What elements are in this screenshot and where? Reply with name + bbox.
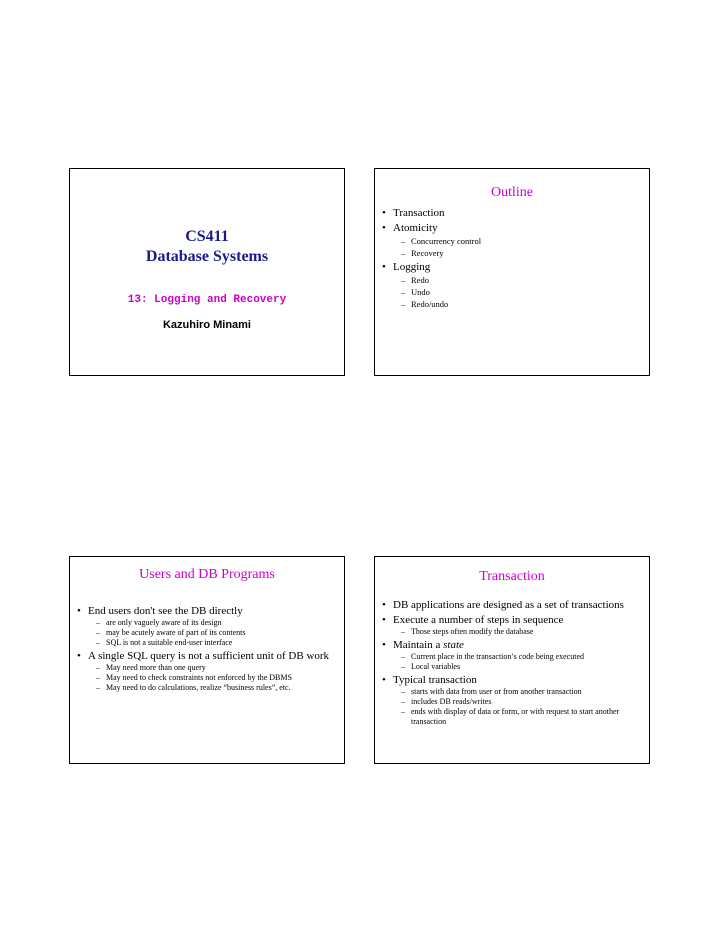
- bullet-list: [380, 599, 642, 729]
- sub-list-item: – Those steps often modify the database: [401, 627, 642, 637]
- list-item: • Maintain a state – Current place in the transaction’s code being executed – Local variables: [380, 639, 642, 672]
- sub-list: [393, 652, 642, 672]
- sub-list-item: – Undo: [401, 287, 642, 298]
- list-item: • Execute a number of steps in sequence – Those steps often modify the database: [380, 614, 642, 637]
- title-slide: [69, 168, 345, 376]
- bullet-list: [75, 605, 337, 695]
- sub-list: [88, 618, 337, 648]
- list-item: • Logging – Redo – Undo – Redo/undo: [380, 261, 642, 310]
- slide-title: Outline: [491, 185, 533, 200]
- transaction-slide: [374, 556, 650, 764]
- sub-list-item: – Local variables: [401, 662, 642, 672]
- sub-list-item: – May need to check constraints not enforced by the DBMS: [96, 673, 337, 683]
- sub-list-item: – May need more than one query: [96, 663, 337, 673]
- sub-list-item: – Recovery: [401, 248, 642, 259]
- slide-title: Users and DB Programs: [139, 567, 275, 582]
- sub-list-item: – ends with display of data or form, or with request to start another transaction: [401, 707, 642, 727]
- sub-list-item: – starts with data from user or from another transaction: [401, 687, 642, 697]
- sub-list-item: – includes DB reads/writes: [401, 697, 642, 707]
- course-title: [70, 227, 344, 267]
- list-item: • Typical transaction – starts with data from user or from another transaction – includes DB reads/writes – ends with display of data or form, or with request to start another transaction: [380, 674, 642, 727]
- sub-list: [393, 687, 642, 727]
- sub-list: [393, 236, 642, 259]
- list-item: • End users don't see the DB directly – are only vaguely aware of its design – may be acutely aware of part of its contents – SQL is not a suitable end-user interface: [75, 605, 337, 648]
- sub-list: [88, 663, 337, 693]
- author-name: Kazuhiro Minami: [162, 319, 251, 331]
- list-item: • Transaction: [380, 207, 642, 220]
- sub-list-item: – SQL is not a suitable end-user interface: [96, 638, 337, 648]
- sub-list: [393, 275, 642, 310]
- sub-list-item: – May need to do calculations, realize “business rules”, etc.: [96, 683, 337, 693]
- sub-list-item: – Current place in the transaction’s code being executed: [401, 652, 642, 662]
- list-item: • A single SQL query is not a sufficient unit of DB work – May need more than one query – May need to check constraints not enforced by the DBMS – May need to do calculations, realize “business rules”, etc.: [75, 650, 337, 693]
- outline-slide: [374, 168, 650, 376]
- sub-list-item: – may be acutely aware of part of its contents: [96, 628, 337, 638]
- sub-list-item: – Concurrency control: [401, 236, 642, 247]
- sub-list-item: – Redo/undo: [401, 299, 642, 310]
- bullet-list: [380, 207, 642, 312]
- list-item: • Atomicity – Concurrency control – Recovery: [380, 222, 642, 259]
- emphasis-text: state: [443, 639, 464, 651]
- sub-list-item: – Redo: [401, 275, 642, 286]
- list-item: • DB applications are designed as a set of transactions: [380, 599, 642, 612]
- slide-title: Transaction: [479, 569, 545, 584]
- users-db-programs-slide: [69, 556, 345, 764]
- lecture-title: 13: Logging and Recovery: [127, 294, 287, 306]
- sub-list-item: – are only vaguely aware of its design: [96, 618, 337, 628]
- sub-list: [393, 627, 642, 637]
- course-code: CS411: [185, 228, 229, 245]
- course-name: Database Systems: [145, 248, 269, 265]
